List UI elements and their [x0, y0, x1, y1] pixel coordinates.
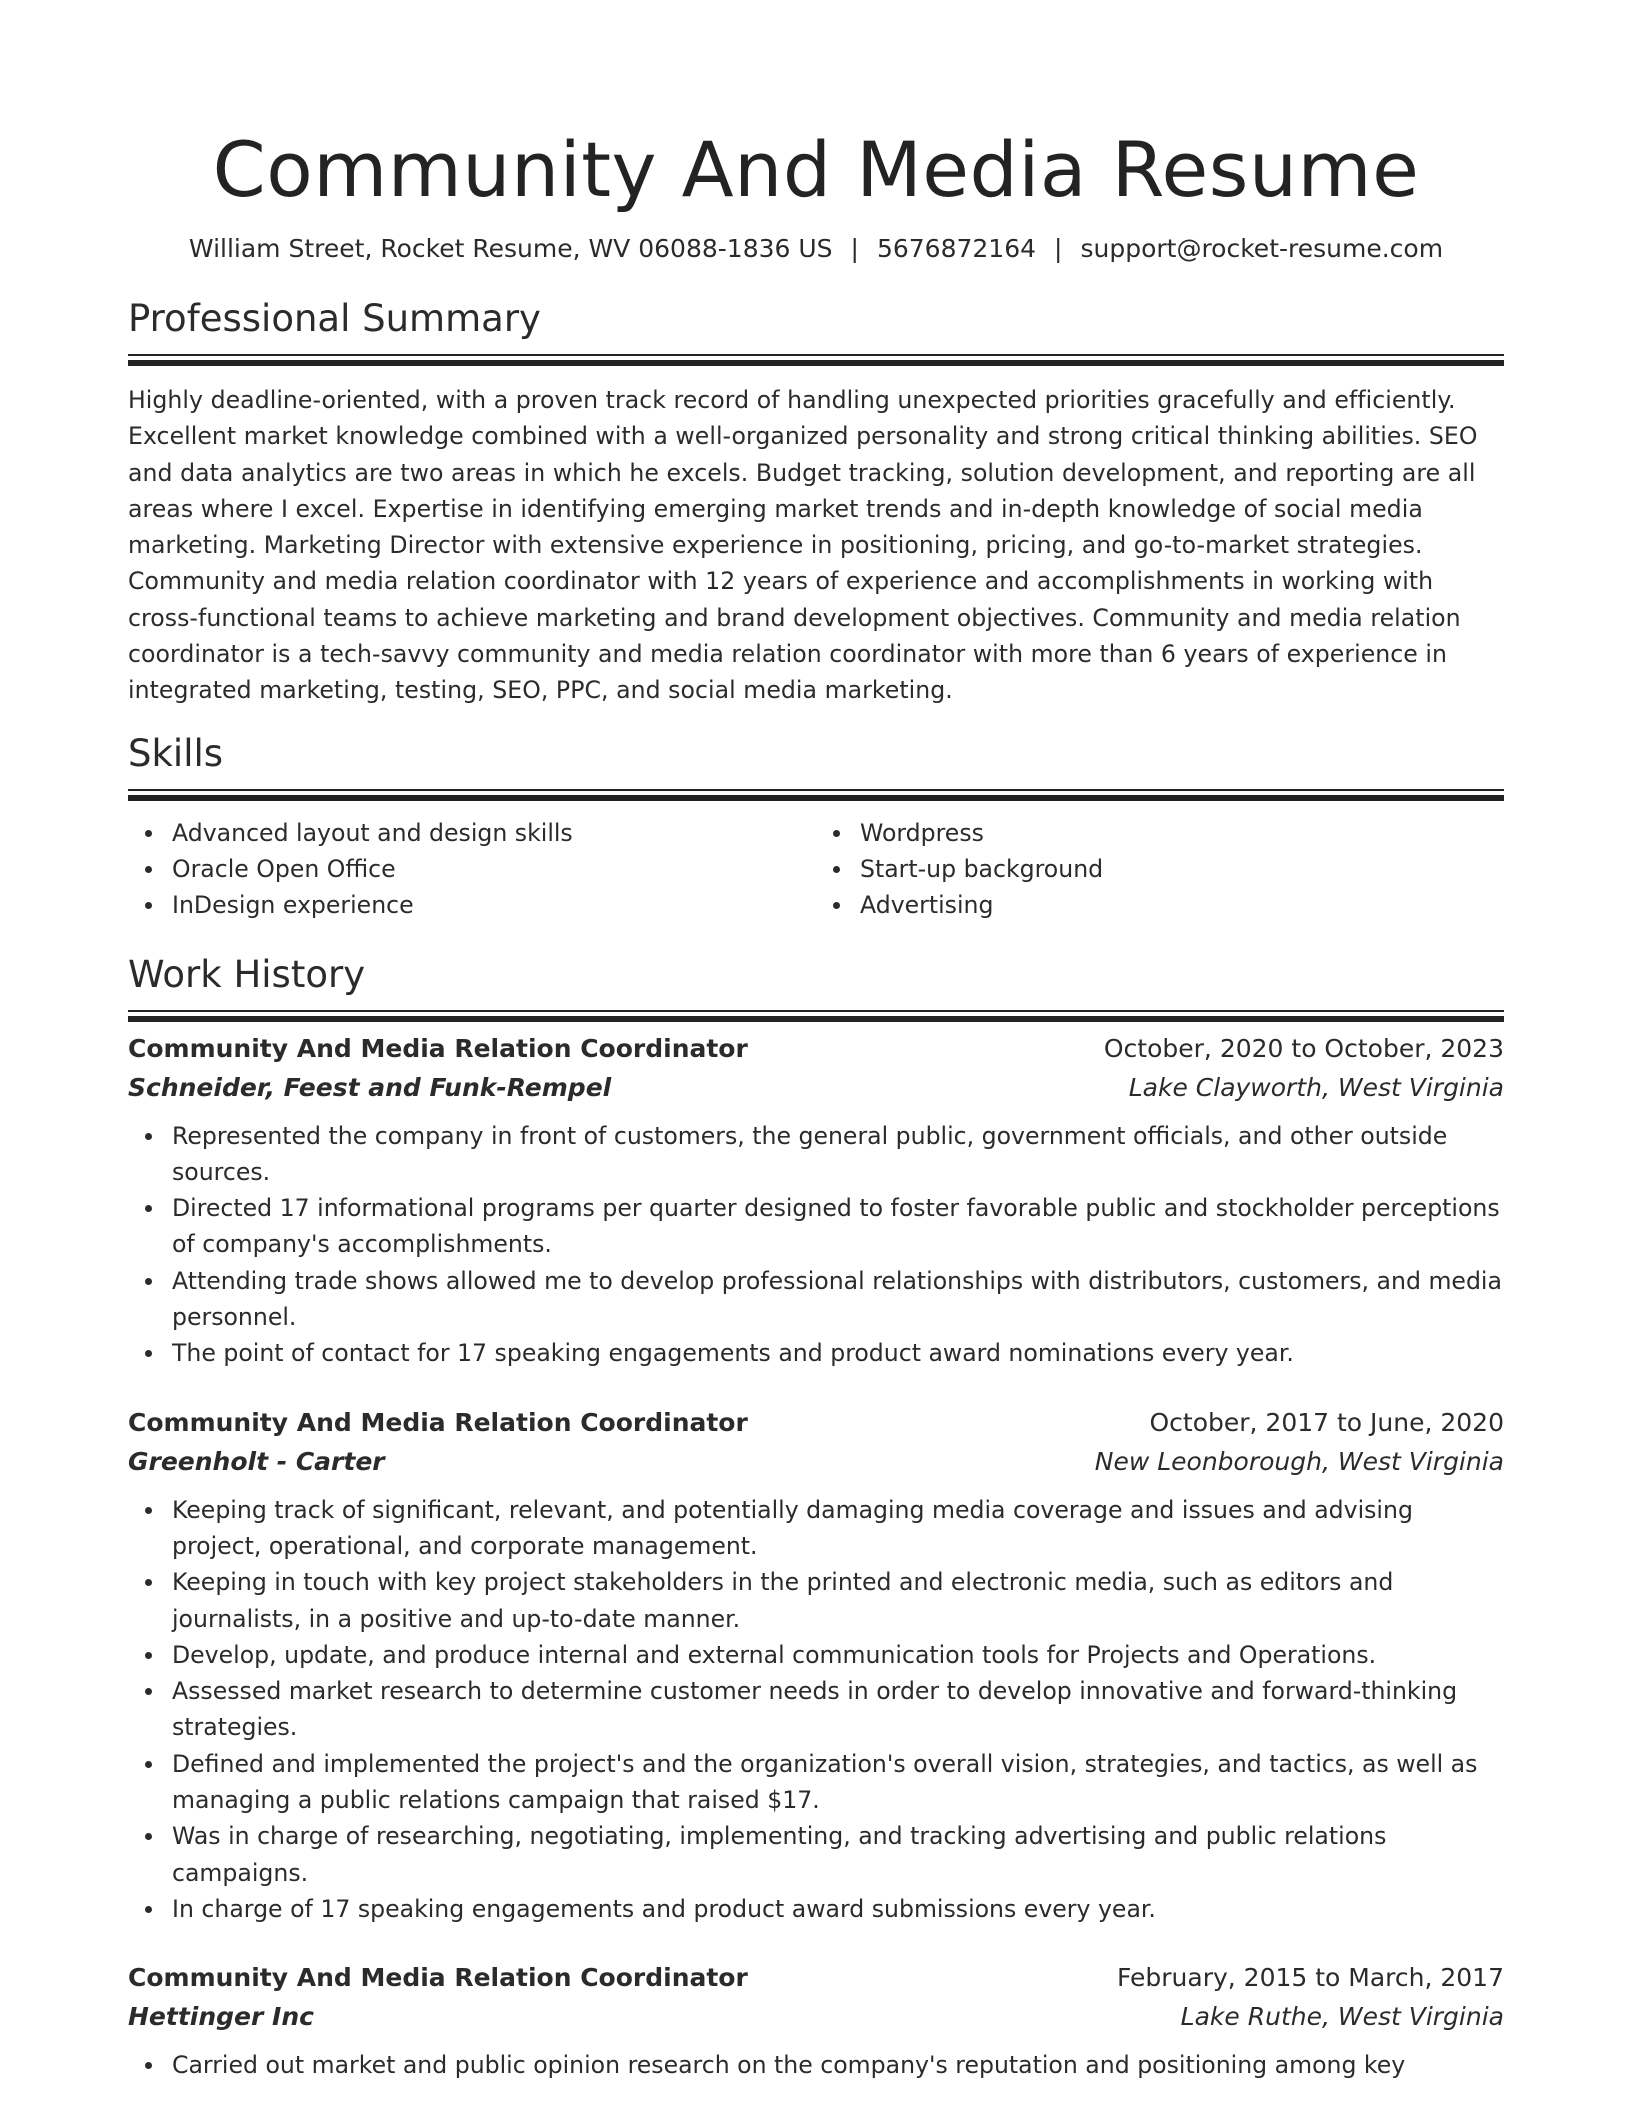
job-title: Community And Media Relation Coordinator [128, 1033, 748, 1063]
contact-separator: | [1054, 234, 1063, 263]
job-bullet: Assessed market research to determine customer needs in order to develop innovative and forward-thinking strategies. [172, 1673, 1504, 1746]
work-history-heading: Work History [128, 952, 366, 996]
contact-line [128, 232, 1504, 266]
job-bullet: Represented the company in front of customers, the general public, government officials, and other outside sources. [172, 1118, 1504, 1191]
job-bullets [128, 1492, 1504, 1928]
section-divider [128, 789, 1504, 791]
resume-title: Community And Media Resume [212, 125, 1420, 214]
skills-section [128, 731, 1504, 924]
job-subheader [128, 1997, 1504, 2037]
job-title: Community And Media Relation Coordinator [128, 1963, 748, 1993]
job-company: Greenholt - Carter [128, 1446, 385, 1476]
job-header [128, 1030, 1504, 1068]
section-divider [128, 1010, 1504, 1012]
section-divider [128, 354, 1504, 356]
job-header [128, 1959, 1504, 1997]
skill-item: Start-up background [860, 851, 1504, 887]
job-dates: October, 2017 to June, 2020 [1149, 1407, 1504, 1437]
job-bullet: Carried out market and public opinion research on the company's reputation and positioning among key [172, 2047, 1504, 2083]
job-title: Community And Media Relation Coordinator [128, 1407, 748, 1437]
contact-email: support@rocket-resume.com [1080, 234, 1444, 263]
job-entry [128, 1404, 1504, 1928]
summary-heading: Professional Summary [128, 297, 541, 340]
job-location: New Leonborough, West Virginia [1094, 1446, 1504, 1476]
skill-item: Wordpress [860, 815, 1504, 851]
skill-item: Advanced layout and design skills [172, 815, 816, 851]
job-bullet: In charge of 17 speaking engagements and product award submissions every year. [172, 1891, 1504, 1927]
job-dates: October, 2020 to October, 2023 [1103, 1033, 1504, 1063]
job-location: Lake Clayworth, West Virginia [1128, 1072, 1504, 1102]
job-company: Hettinger Inc [128, 2002, 314, 2032]
job-bullet: Keeping track of significant, relevant, and potentially damaging media coverage and issues and advising project, operational, and corporate management. [172, 1492, 1504, 1565]
skills-heading: Skills [128, 731, 224, 775]
job-bullet: The point of contact for 17 speaking engagements and product award nominations every year. [172, 1335, 1504, 1371]
job-bullet: Defined and implemented the project's and the organization's overall vision, strategies, and tactics, as well as managing a public relations campaign that raised $17. [172, 1746, 1504, 1819]
job-dates: February, 2015 to March, 2017 [1116, 1963, 1504, 1993]
job-entry [128, 1959, 1504, 2083]
job-bullet: Keeping in touch with key project stakeholders in the printed and electronic media, such as editors and journalists, in a positive and up-to-date manner. [172, 1564, 1504, 1637]
job-subheader [128, 1442, 1504, 1482]
contact-address: William Street, Rocket Resume, WV 06088-1836 US [188, 234, 833, 263]
job-bullet: Develop, update, and produce internal and external communication tools for Projects and Operations. [172, 1637, 1504, 1673]
job-company: Schneider, Feest and Funk-Rempel [128, 1072, 612, 1102]
summary-section [128, 296, 1504, 709]
job-bullets [128, 1118, 1504, 1372]
work-history-section [128, 952, 1504, 2084]
contact-phone: 5676872164 [876, 234, 1037, 263]
job-bullet: Attending trade shows allowed me to develop professional relationships with distributors, customers, and media personnel. [172, 1263, 1504, 1336]
job-bullets [128, 2047, 1504, 2083]
skills-list-right [816, 815, 1504, 924]
job-subheader [128, 1068, 1504, 1108]
contact-separator: | [850, 234, 859, 263]
summary-text: Highly deadline-oriented, with a proven track record of handling unexpected priorities gracefully and efficiently. Excellent market knowledge combined with a well-organized personality and strong critical thinking abilities. SEO and data analytics are two areas in which he excels. Budget tracking, solution development, and reporting are all areas where I excel. Expertise in identifying emerging market trends and in-depth knowledge of social media marketing. Marketing Director with extensive experience in positioning, pricing, and go-to-market strategies. Community and media relation coordinator with 12 years of experience and accomplishments in working with cross-functional teams to achieve marketing and brand development objectives. Community and media relation coordinator is a tech-savvy community and media relation coordinator with more than 6 years of experience in integrated marketing, testing, SEO, PPC, and social media marketing. [128, 386, 1478, 705]
job-bullet: Directed 17 informational programs per quarter designed to foster favorable public and stockholder perceptions of company's accomplishments. [172, 1190, 1504, 1263]
skills-list-left [128, 815, 816, 924]
skill-item: Oracle Open Office [172, 851, 816, 887]
job-bullet: Was in charge of researching, negotiating, implementing, and tracking advertising and public relations campaigns. [172, 1818, 1504, 1891]
skill-item: InDesign experience [172, 887, 816, 923]
skill-item: Advertising [860, 887, 1504, 923]
skills-columns [128, 815, 1504, 924]
job-header [128, 1404, 1504, 1442]
job-entry [128, 1030, 1504, 1372]
job-location: Lake Ruthe, West Virginia [1180, 2002, 1504, 2032]
resume-page [128, 0, 1504, 2084]
